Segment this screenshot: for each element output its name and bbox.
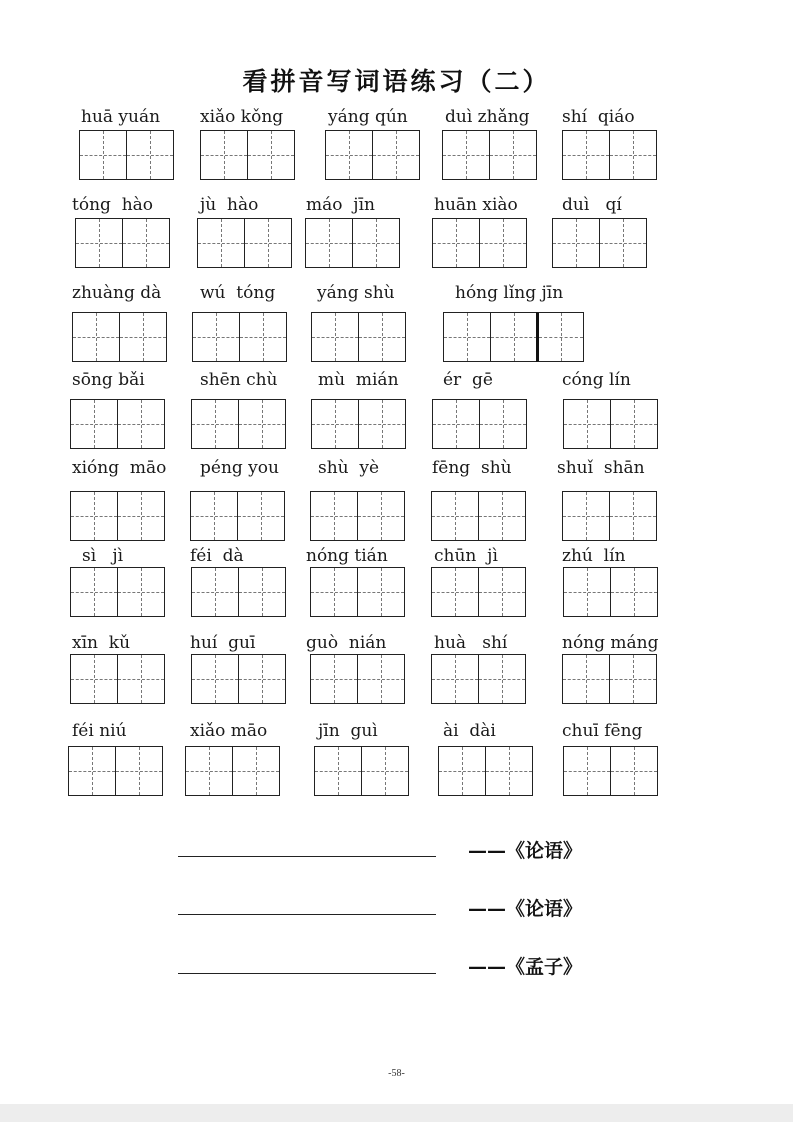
character-grid <box>325 130 420 180</box>
character-box[interactable] <box>563 399 611 449</box>
pinyin-label: féi niú <box>72 721 127 741</box>
character-box[interactable] <box>478 567 526 617</box>
character-box[interactable] <box>438 746 486 796</box>
character-grid <box>192 312 287 362</box>
character-box[interactable] <box>610 746 658 796</box>
page-title: 看拼音写词语练习（二） <box>242 67 551 96</box>
character-grid <box>200 130 295 180</box>
character-grid <box>311 312 406 362</box>
character-box[interactable] <box>122 218 170 268</box>
character-box[interactable] <box>562 491 610 541</box>
character-grid <box>70 567 165 617</box>
pinyin-label: yáng qún <box>328 107 408 127</box>
character-box[interactable] <box>239 312 287 362</box>
character-box[interactable] <box>185 746 233 796</box>
character-grid <box>311 399 406 449</box>
bottom-band <box>0 1104 793 1122</box>
character-box[interactable] <box>432 399 480 449</box>
character-box[interactable] <box>310 491 358 541</box>
character-grid <box>68 746 163 796</box>
character-box[interactable] <box>599 218 647 268</box>
character-box[interactable] <box>232 746 280 796</box>
quote-answer-line[interactable] <box>178 914 436 915</box>
character-grid <box>70 491 165 541</box>
pinyin-label: hóng lǐng jīn <box>455 283 564 303</box>
character-box[interactable] <box>609 654 657 704</box>
pinyin-label: péng you <box>200 458 279 478</box>
character-grid <box>563 567 658 617</box>
character-box[interactable] <box>552 218 600 268</box>
pinyin-label: jīn guì <box>318 721 378 741</box>
character-grid <box>552 218 647 268</box>
pinyin-label: sì jì <box>82 546 124 566</box>
exercise-row <box>0 282 793 372</box>
character-grid <box>310 654 405 704</box>
character-box[interactable] <box>70 567 118 617</box>
quote-answer-line[interactable] <box>178 856 436 857</box>
exercise-row <box>0 369 793 459</box>
pinyin-label: huà shí <box>434 633 508 653</box>
character-box[interactable] <box>610 399 658 449</box>
character-box[interactable] <box>563 567 611 617</box>
character-box[interactable] <box>478 654 526 704</box>
pinyin-label: guò nián <box>306 633 387 653</box>
character-box[interactable] <box>126 130 174 180</box>
quote-source: ——《论语》 <box>468 898 583 920</box>
pinyin-label: xiǎo kǒng <box>200 107 284 127</box>
character-grid <box>563 746 658 796</box>
character-box[interactable] <box>197 218 245 268</box>
pinyin-label: shēn chù <box>200 370 278 390</box>
pinyin-label: xióng māo <box>72 458 167 478</box>
pinyin-label: zhú lín <box>562 546 626 566</box>
character-box[interactable] <box>357 567 405 617</box>
pinyin-label: huān xiào <box>434 195 518 215</box>
pinyin-label: yáng shù <box>317 283 395 303</box>
character-grid <box>197 218 292 268</box>
character-box[interactable] <box>479 399 527 449</box>
character-box[interactable] <box>479 218 527 268</box>
character-box[interactable] <box>311 399 359 449</box>
pinyin-label: ài dài <box>443 721 496 741</box>
character-box[interactable] <box>70 491 118 541</box>
pinyin-label: shuǐ shān <box>557 458 645 478</box>
pinyin-label: nóng tián <box>306 546 388 566</box>
character-box[interactable] <box>490 312 538 362</box>
character-box[interactable] <box>238 399 286 449</box>
pinyin-label: ér gē <box>443 370 493 390</box>
character-grid <box>432 399 527 449</box>
character-box[interactable] <box>562 130 610 180</box>
pinyin-label: xiǎo māo <box>190 721 268 741</box>
character-grid <box>431 491 526 541</box>
page-number: -58- <box>388 1068 405 1079</box>
character-box[interactable] <box>357 491 405 541</box>
pinyin-label: huā yuán <box>81 107 161 127</box>
character-box[interactable] <box>79 130 127 180</box>
character-grid <box>438 746 533 796</box>
character-grid <box>562 654 657 704</box>
character-box[interactable] <box>247 130 295 180</box>
pinyin-label: máo jīn <box>306 195 375 215</box>
character-box[interactable] <box>325 130 373 180</box>
character-box[interactable] <box>442 130 490 180</box>
character-grid <box>191 567 286 617</box>
pinyin-label: huí guī <box>190 633 256 653</box>
character-box[interactable] <box>311 312 359 362</box>
character-grid <box>431 654 526 704</box>
pinyin-label: duì qí <box>562 195 622 215</box>
character-grid <box>190 491 285 541</box>
character-grid <box>443 312 584 362</box>
character-box[interactable] <box>238 567 286 617</box>
character-grid <box>562 130 657 180</box>
character-box[interactable] <box>191 399 239 449</box>
character-box[interactable] <box>609 130 657 180</box>
character-box[interactable] <box>200 130 248 180</box>
character-box[interactable] <box>352 218 400 268</box>
character-box[interactable] <box>72 312 120 362</box>
character-grid <box>70 654 165 704</box>
character-box[interactable] <box>310 654 358 704</box>
exercise-row <box>0 106 793 196</box>
character-box[interactable] <box>190 491 238 541</box>
character-box[interactable] <box>432 218 480 268</box>
quote-answer-line[interactable] <box>178 973 436 974</box>
character-box[interactable] <box>431 491 479 541</box>
character-grid <box>191 399 286 449</box>
character-grid <box>432 218 527 268</box>
character-box[interactable] <box>358 312 406 362</box>
character-box[interactable] <box>237 491 285 541</box>
pinyin-label: zhuàng dà <box>72 283 162 303</box>
character-grid <box>191 654 286 704</box>
exercise-row <box>0 545 793 635</box>
exercise-row <box>0 632 793 722</box>
character-box[interactable] <box>314 746 362 796</box>
character-box[interactable] <box>609 491 657 541</box>
character-grid <box>442 130 537 180</box>
pinyin-label: fēng shù <box>432 458 512 478</box>
exercise-row <box>0 720 793 810</box>
character-grid <box>185 746 280 796</box>
quote-source: ——《孟子》 <box>468 956 583 978</box>
pinyin-label: chūn jì <box>434 546 498 566</box>
character-box[interactable] <box>357 654 405 704</box>
character-box[interactable] <box>361 746 409 796</box>
character-grid <box>310 567 405 617</box>
pinyin-label: tóng hào <box>72 195 154 215</box>
character-box[interactable] <box>431 567 479 617</box>
character-box[interactable] <box>485 746 533 796</box>
character-grid <box>314 746 409 796</box>
pinyin-label: nóng máng <box>562 633 659 653</box>
exercise-row <box>0 457 793 547</box>
pinyin-label: xīn kǔ <box>72 633 131 653</box>
character-box[interactable] <box>431 654 479 704</box>
character-box[interactable] <box>563 746 611 796</box>
quote-source: ——《论语》 <box>468 840 583 862</box>
character-grid <box>562 491 657 541</box>
character-grid <box>72 312 167 362</box>
character-box[interactable] <box>192 312 240 362</box>
character-box[interactable] <box>238 654 286 704</box>
pinyin-label: féi dà <box>190 546 244 566</box>
character-box[interactable] <box>610 567 658 617</box>
character-box[interactable] <box>117 399 165 449</box>
character-grid <box>75 218 170 268</box>
pinyin-label: sōng bǎi <box>72 370 145 390</box>
character-grid <box>431 567 526 617</box>
character-box[interactable] <box>191 654 239 704</box>
character-box[interactable] <box>115 746 163 796</box>
character-box[interactable] <box>119 312 167 362</box>
character-box[interactable] <box>358 399 406 449</box>
character-box[interactable] <box>305 218 353 268</box>
character-box[interactable] <box>191 567 239 617</box>
character-box[interactable] <box>117 654 165 704</box>
character-box[interactable] <box>68 746 116 796</box>
pinyin-label: chuī fēng <box>562 721 643 741</box>
exercise-row <box>0 194 793 284</box>
character-box[interactable] <box>75 218 123 268</box>
character-grid <box>79 130 174 180</box>
pinyin-label: shù yè <box>318 458 380 478</box>
character-box[interactable] <box>117 491 165 541</box>
character-box[interactable] <box>562 654 610 704</box>
character-box[interactable] <box>244 218 292 268</box>
pinyin-label: shí qiáo <box>562 107 635 127</box>
character-box[interactable] <box>70 654 118 704</box>
character-box[interactable] <box>489 130 537 180</box>
character-box[interactable] <box>310 567 358 617</box>
pinyin-label: jù hào <box>200 195 259 215</box>
character-grid <box>310 491 405 541</box>
character-box[interactable] <box>372 130 420 180</box>
pinyin-label: cóng lín <box>562 370 631 390</box>
character-box[interactable] <box>478 491 526 541</box>
character-grid <box>305 218 400 268</box>
character-box[interactable] <box>443 312 491 362</box>
character-box[interactable] <box>117 567 165 617</box>
pinyin-label: wú tóng <box>200 283 276 303</box>
pinyin-label: mù mián <box>318 370 399 390</box>
character-grid <box>563 399 658 449</box>
character-box[interactable] <box>70 399 118 449</box>
pinyin-label: duì zhǎng <box>445 107 530 127</box>
character-box[interactable] <box>536 312 584 362</box>
character-grid <box>70 399 165 449</box>
